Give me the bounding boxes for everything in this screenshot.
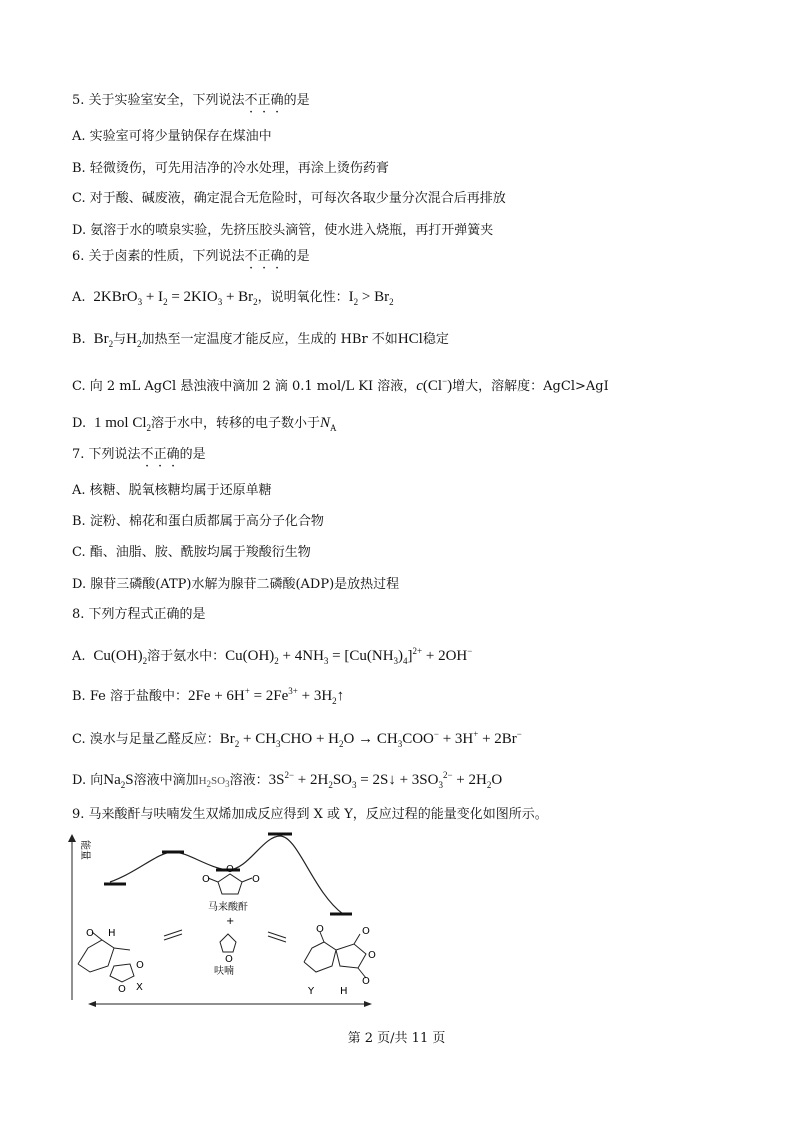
arrow-right-icon [364, 1001, 372, 1007]
furan-structure [220, 934, 236, 952]
q6-stem: 6. 关于卤素的性质，下列说法不正确的是 [72, 249, 310, 264]
emphasis-char: 正 [257, 93, 271, 108]
svg-text:O: O [252, 874, 260, 885]
plus-sign: + [226, 916, 235, 927]
formula: $H_2$ [126, 331, 142, 349]
product-x-structure [78, 932, 134, 982]
page-footer: 第 2 页/共 11 页 [347, 1031, 446, 1046]
formula: $Cu(OH)_2$ [89, 648, 148, 666]
q5-option-a: A. 实验室可将少量钠保存在煤油中 [72, 129, 272, 144]
formula: 1 mol $Cl_2$ [90, 415, 151, 433]
svg-text:O: O [118, 984, 126, 995]
q8-stem: 8. 下列方程式正确的是 [72, 607, 206, 622]
equation: 2KBrO$_3$ + $I_2 = 2KIO_3 + Br_2$ [89, 289, 258, 307]
equation: $2Fe + 6H^+ = 2Fe^{3+}$ + $3H_2↑$ [187, 686, 345, 706]
q7-stem: 7. 下列说法不正确的是 [72, 447, 206, 462]
equilibrium-arrow-left [164, 930, 182, 940]
equation: $Br_2 + CH_3CHO + H_2O \to CH_3COO^- + 3H^+ + 2Br^-$ [219, 729, 522, 749]
product-y-label: Y [308, 986, 315, 997]
q5-option-d: D. 氨溶于水的喷泉实验，先挤压胶头滴管，使水进入烧瓶，再打开弹簧夹 [72, 223, 494, 238]
q7-option-d: D. 腺苷三磷酸(ATP)水解为腺苷二磷酸(ADP)是放热过程 [72, 577, 400, 592]
formula: c(Cl−) [416, 376, 453, 394]
svg-text:O: O [136, 960, 144, 971]
q5-option-c: C. 对于酸、碱废液，确定混合无危险时，可每次各取少量分次混合后再排放 [72, 191, 506, 206]
equilibrium-arrow-right [268, 932, 286, 942]
formula: $Na_2S$ [103, 772, 134, 790]
h-label: H [340, 986, 348, 997]
svg-text:O: O [362, 976, 370, 987]
y-axis-label: 能量 [79, 840, 90, 860]
formula: $N_A$ [320, 415, 337, 433]
furan-label: 呋喃 [214, 966, 234, 977]
emphasis-char: 确 [166, 447, 180, 462]
emphasis-char: 确 [270, 93, 284, 108]
product-y-structure [304, 932, 366, 978]
svg-text:O: O [362, 926, 370, 937]
svg-text:O: O [226, 864, 234, 875]
svg-text:O: O [86, 928, 94, 939]
emphasis-char: 确 [270, 249, 284, 264]
q6-option-b: B. $Br_2$与$H_2$加热至一定温度才能反应，生成的 HBr 不如HCl稳定 [72, 331, 449, 349]
equation: $Cu(OH)_2 + 4NH_3 = [Cu(NH_3)_4]^{2+} + 2OH^-$ [225, 646, 473, 666]
h-label: H [108, 928, 116, 939]
equation: $3S^{2-} + 2H_2SO_3$ = 2S↓ + $3SO_3^{2-} + 2H_2O$ [268, 770, 503, 790]
q8-option-b: B. Fe 溶于盐酸中：$2Fe + 6H^+ = 2Fe^{3+}$ + $3H_2↑$ [72, 686, 345, 706]
maleic-anhydride-structure [208, 874, 252, 894]
q5-stem: 5. 关于实验室安全，下列说法不正确的是 [72, 93, 310, 108]
formula: $H_2SO_3$ [198, 775, 230, 790]
svg-text:O: O [368, 950, 376, 961]
svg-text:O: O [202, 874, 210, 885]
q6-option-c: C. 向 2 mL AgCl 悬浊液中滴加 2 滴 0.1 mol/L KI 溶液，c(Cl−)增大，溶解度：AgCl>AgI [72, 376, 609, 394]
emphasis-char: 正 [257, 249, 271, 264]
q8-option-d: D. 向$Na_2S$溶液中滴加$H_2SO_3$溶液：$3S^{2-} + 2H_2SO_3$ = 2S↓ + $3SO_3^{2-} + 2H_2O$ [72, 770, 503, 790]
energy-diagram [68, 832, 388, 1014]
formula: HCl [397, 331, 423, 347]
emphasis-char: 正 [153, 447, 167, 462]
q6-option-a: A. 2KBrO$_3$ + $I_2 = 2KIO_3 + Br_2$，说明氧化性：$I_2 > Br_2$ [72, 289, 394, 307]
svg-text:O: O [225, 954, 233, 965]
emphasis-char: 不 [244, 249, 258, 264]
svg-text:O: O [316, 924, 324, 935]
q8-option-a: A. $Cu(OH)_2$溶于氨水中：$Cu(OH)_2 + 4NH_3 = [Cu(NH_3)_4]^{2+} + 2OH^-$ [72, 646, 473, 666]
q7-option-c: C. 酯、油脂、胺、酰胺均属于羧酸衍生物 [72, 545, 311, 560]
q8-option-c: C. 溴水与足量乙醛反应：$Br_2 + CH_3CHO + H_2O \to CH_3COO^- + 3H^+ + 2Br^-$ [72, 729, 522, 749]
q5-option-b: B. 轻微烫伤，可先用洁净的冷水处理，再涂上烫伤药膏 [72, 161, 389, 176]
arrow-left-icon [88, 1001, 96, 1007]
equation: $I_2 > Br_2$ [348, 289, 394, 307]
q7-option-b: B. 淀粉、棉花和蛋白质都属于高分子化合物 [72, 514, 324, 529]
q9-stem: 9. 马来酸酐与呋喃发生双烯加成反应得到 X 或 Y，反应过程的能量变化如图所示。 [72, 807, 548, 822]
formula: $Br_2$ [89, 331, 114, 349]
maleic-anhydride-label: 马来酸酐 [208, 902, 248, 913]
emphasis-char: 不 [244, 93, 258, 108]
q6-option-d: D. 1 mol $Cl_2$溶于水中，转移的电子数小于$N_A$ [72, 415, 337, 433]
y-axis-arrow-icon [68, 834, 76, 842]
emphasis-char: 不 [140, 447, 154, 462]
product-x-label: X [136, 982, 143, 993]
q7-option-a: A. 核糖、脱氧核糖均属于还原单糖 [72, 483, 272, 498]
